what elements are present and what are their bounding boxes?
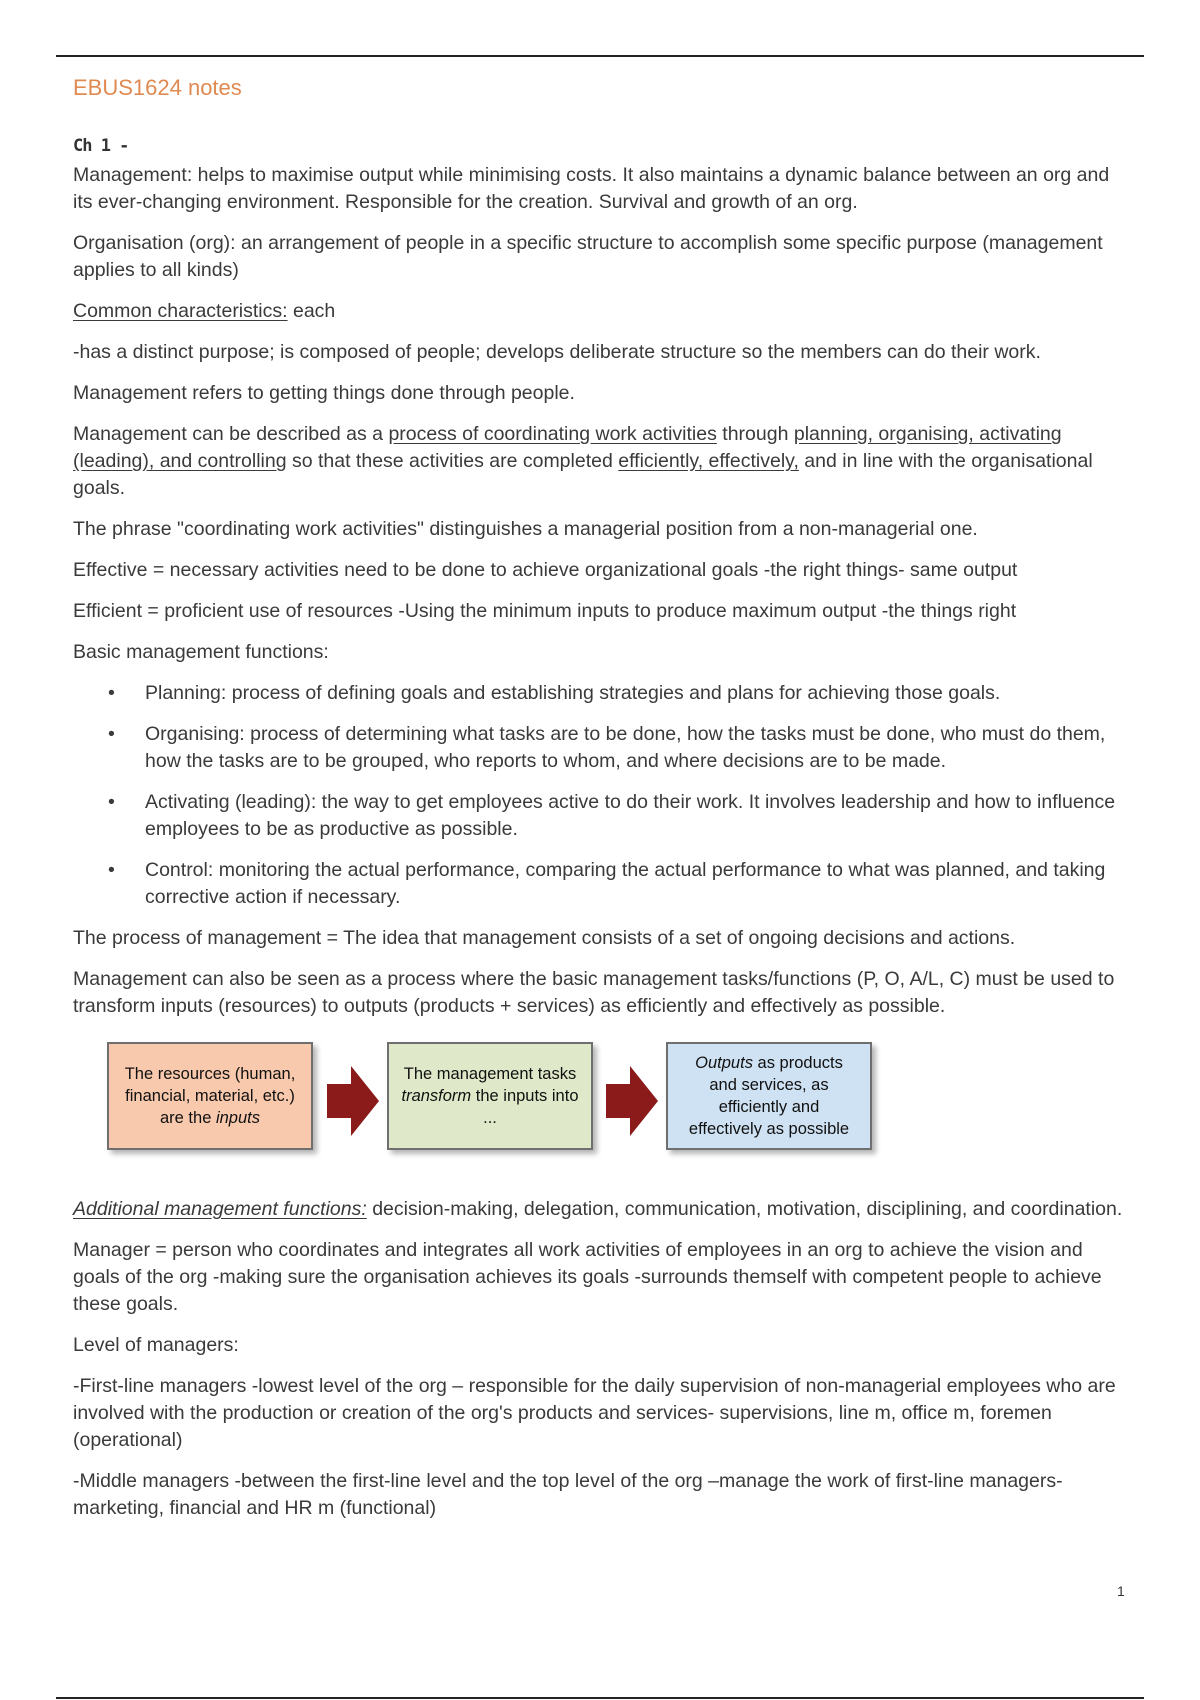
paragraph-coordinating-phrase: The phrase "coordinating work activities" distinguishes a managerial position from a non-managerial one. (73, 518, 978, 540)
paragraph-middle-managers: -Middle managers -between the first-line level and the top level of the org –manage the work of first-line managers- marketing, financial and HR m (functional) (73, 1470, 1063, 1519)
emphasis-text: Outputs (695, 1054, 753, 1072)
list-item-text: Organising: process of determining what tasks are to be done, how the tasks must be done, who must do them, how the tasks are to be grouped, who reports to whom, and where decisions are to be made. (145, 723, 1106, 772)
text-span: the inputs into ... (471, 1087, 579, 1127)
underlined-text: efficiently, effectively, (618, 450, 799, 472)
text-span: and in line with the organisational goals. (73, 450, 1093, 499)
list-item (108, 857, 1133, 911)
process-diagram (73, 1034, 1133, 1184)
underlined-text: process of coordinating work activities (388, 423, 717, 445)
arrow-right-icon (327, 1066, 379, 1136)
bullet-icon: • (108, 859, 115, 881)
transform-box-text (401, 1063, 579, 1129)
paragraph-first-line-managers: -First-line managers -lowest level of the org – responsible for the daily supervision of non-managerial employees who are involved with the production or creation of the org's products and services- supervisions, line m, office m, foremen (operational) (73, 1375, 1116, 1451)
list-item-text: Planning: process of defining goals and establishing strategies and plans for achieving those goals. (145, 682, 1001, 704)
outputs-box (666, 1042, 872, 1150)
common-characteristics-label: Common characteristics: (73, 300, 288, 322)
paragraph-management-people: Management refers to getting things done through people. (73, 382, 575, 404)
paragraph-management-definition: Management: helps to maximise output while minimising costs. It also maintains a dynamic balance between an org and its ever-changing environment. Responsible for the creation. Survival and growth of an org. (73, 164, 1110, 213)
arrow-shape (606, 1066, 658, 1136)
text-span: as products and services, as efficiently and effectively as possible (688, 1054, 850, 1138)
paragraph-effective: Effective = necessary activities need to be done to achieve organizational goals -the right things- same output (73, 559, 1018, 581)
text-span: Management can be described as a (73, 423, 389, 445)
paragraph-management-process (73, 421, 1133, 502)
paragraph-inputs-outputs: Management can also be seen as a process where the basic management tasks/functions (P, O, A/L, C) must be used to transform inputs (resources) to outputs (products + services) as efficiently and effectively as possible. (73, 968, 1115, 1017)
list-item (108, 789, 1133, 843)
functions-list (73, 680, 1133, 911)
emphasis-text: transform (401, 1087, 472, 1105)
bullet-icon: • (108, 723, 115, 745)
additional-functions-label: Additional management functions: (73, 1198, 367, 1220)
document-title: EBUS1624 notes (73, 75, 242, 100)
bullet-icon: • (108, 791, 115, 813)
outputs-box-text (680, 1052, 858, 1140)
arrow-right-icon (606, 1066, 658, 1136)
paragraph-level-of-managers: Level of managers: (73, 1334, 239, 1356)
paragraph-efficient: Efficient = proficient use of resources -Using the minimum inputs to produce maximum output -the things right (73, 600, 1017, 622)
inputs-box-text (121, 1063, 299, 1129)
paragraph-common-characteristics (73, 298, 1133, 325)
inputs-box (107, 1042, 313, 1150)
list-item (108, 721, 1133, 775)
list-item-text: Control: monitoring the actual performance, comparing the actual performance to what was planned, and taking corrective action if necessary. (145, 859, 1106, 908)
page-number: 1 (1117, 1583, 1125, 1599)
paragraph-additional-functions (73, 1196, 1133, 1223)
transform-box (387, 1042, 593, 1150)
paragraph-characteristics-list: -has a distinct purpose; is composed of people; develops deliberate structure so the members can do their work. (73, 341, 1041, 363)
list-item-text: Activating (leading): the way to get employees active to do their work. It involves leadership and how to influence employees to be as productive as possible. (145, 791, 1116, 840)
text-span: The resources (human, financial, material, etc.) are the (124, 1065, 296, 1127)
paragraph-manager-definition: Manager = person who coordinates and integrates all work activities of employees in an org to achieve the vision and goals of the org -making sure the organisation achieves its goals -surrounds themself with competent people to achieve these goals. (73, 1239, 1102, 1315)
paragraph-process-of-management: The process of management = The idea that management consists of a set of ongoing decisions and actions. (73, 927, 1016, 949)
text-span: through (716, 423, 794, 445)
paragraph-organisation-definition: Organisation (org): an arrangement of people in a specific structure to accomplish some specific purpose (management applies to all kinds) (73, 232, 1103, 281)
paragraph-basic-functions: Basic management functions: (73, 641, 329, 663)
additional-functions-rest: decision-making, delegation, communication, motivation, disciplining, and coordination. (366, 1198, 1123, 1220)
text-span: so that these activities are completed (286, 450, 619, 472)
bottom-rule (56, 1697, 1144, 1699)
emphasis-text: inputs (215, 1109, 260, 1127)
document-body (73, 133, 1133, 1536)
text-span: The management tasks (403, 1065, 577, 1083)
top-rule (56, 55, 1144, 57)
underlined-text: planning, organising, activating (leading), and controlling (73, 423, 1062, 472)
list-item (108, 680, 1133, 707)
arrow-shape (327, 1066, 379, 1136)
chapter-heading: Ch 1 - (73, 136, 129, 156)
common-characteristics-rest: each (287, 300, 336, 322)
bullet-icon: • (108, 682, 115, 704)
